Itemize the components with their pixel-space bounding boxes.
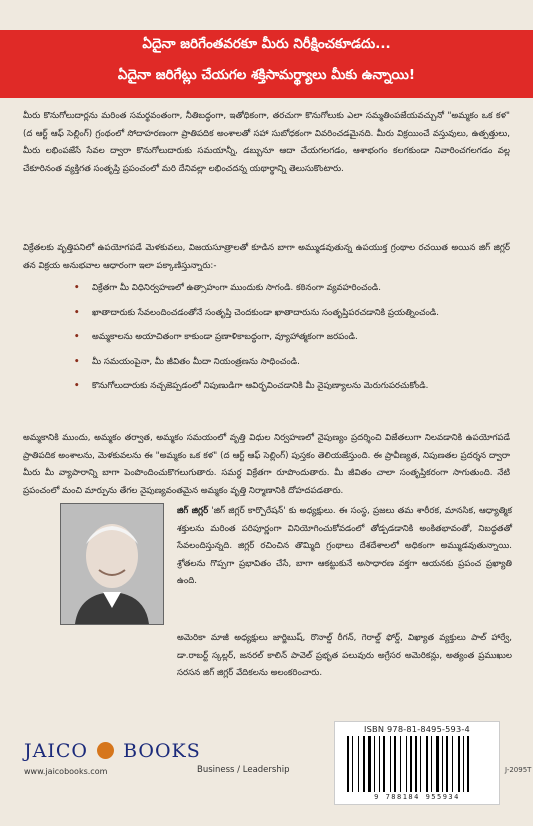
barcode-bar [379,736,380,792]
barcode-bar [415,736,417,792]
barcode-bar [363,736,365,792]
tip-item: • ఖాతాదారుకు సేవలందించడంతోనే సంతృప్తి చెందకుండా ఖాతాదారును సంతృప్తిపరచడానికి ప్రయత్నించండి. [92,305,512,323]
author-bio [177,503,512,591]
publisher-url: www.jaicobooks.com [24,767,108,776]
author-bio-text: 'జిగ్ జిగ్లర్ కార్పొరేషన్' కు అధ్యక్షులు. ఈ సంస్థ, ప్రజలు తమ శారీరక, మానసిక, ఆధ్యాత్మిక శక్తులను మరింత పరిపూర్ణంగా వినియోగించుకోవడంలో తోడ్పడడానికి అంకితభావంతో, నిబద్ధతతో సేవలందిస్తున్నది. జిగ్లర్ రచించిన తొమ్మిది గ్రంథాలు దేశదేశాలలో అధికంగా అమ్ముడవుతున్నాయి. శ్రోతలను గొప్పగా ప్రభావితం చేసే, బాగా ఆకట్టుకునే అసాధారణ వక్తగా ఆయనకు ప్రపంచ ప్రఖ్యాతి ఉంది. [177,506,512,586]
barcode-bar [394,736,396,792]
barcode-bar [374,736,375,792]
barcode-bar [406,736,407,792]
publisher-logo [24,740,201,762]
barcode-bar [352,736,353,792]
isbn-label: ISBN 978-81-8495-593-4 [364,724,470,734]
barcode-bar [420,736,421,792]
barcode-bar [390,736,391,792]
barcode-bar [368,736,371,792]
product-code: J-2095T [505,766,532,774]
barcode-bar [426,736,428,792]
barcode-box [334,721,500,805]
tips-list [92,280,512,403]
lead-paragraph: విక్రేతలకు వృత్తిపనిలో ఉపయోగపడే మెళకువలు, విజయసూత్రాలతో కూడిన బాగా అమ్ముడవుతున్న ఉపయుక్త గ్రంథాల రచయిత అయిన జిగ్ జిగ్లర్ తన విక్రయ అనుభవాల ఆధారంగా ఇలా పక్కాణిస్తున్నారు:- [23,243,510,271]
barcode-bar [347,736,349,792]
barcode-bar [431,736,432,792]
barcode-bar [458,736,460,792]
barcode-bar [452,736,453,792]
barcode-bar [463,736,464,792]
barcode-bar [410,736,412,792]
category-label: Business / Leadership [197,765,290,775]
tip-item: • విక్రేతగా మీ విధినిర్వహణలో ఉత్సాహంగా ముందుకు సాగండి. కఠినంగా వ్యవహరించండి. [92,280,512,298]
publisher-logo-icon [97,742,114,759]
headline-banner [0,30,533,98]
barcode-bar [442,736,443,792]
barcode-bar [436,736,439,792]
barcode-bar [383,736,385,792]
endorsement-paragraph: అమెరికా మాజీ అధ్యక్షులు జార్జిబుష్, రొనాల్డ్ రీగన్, గెరాల్డ్ ఫోర్డ్, విఖ్యాత వ్యక్తులు పాల్ హార్వే, డా.రాబర్ట్ స్కల్లర్, జనరల్ కాలిన్ పావెల్ ప్రభృత పలువురు అగ్రేసర అమెరికన్లు, అత్యంత ప్రముఖుల సరసన జిగ్ జిగ్లర్ వేదికలను అలంకరించారు. [177,633,512,678]
body-paragraph: అమ్మకానికి ముందు, అమ్మకం తర్వాత, అమ్మకం సమయంలో వృత్తి విధుల నిర్వహణలో నైపుణ్యం ప్రదర్శించి విజేతలుగా నిలవడానికి ఉపయోగపడే ప్రాతిపదిక అంశాలను, మెళకువలను ఈ "అమ్మకం ఒక కళ" (ద ఆర్ట్ ఆఫ్ సెల్లింగ్) పుస్తకం తెలియజేస్తుంది. ఈ ప్రావీణ్యత, నిపుణతల ప్రదర్శన ద్వారా మీరు మీ వ్యాపారాన్ని బాగా పెంపొందించుకొగలుగుతారు. సమర్థ విక్రేతగా రూపొందుతారు. మీ జీవితం చాలా సంతృప్తికరంగా సాగుతుంది. నేటి ప్రపంచంలో మంచి మార్పును తేగల నైపుణ్యవంతమైన అమ్మకం వృత్తి నిర్మాణానికి దోహదపడతారు. [23,433,510,496]
publisher-name-left: JAICO [24,740,88,762]
barcode-bar [358,736,359,792]
tip-item: • అమ్మకాలను అయాచితంగా కాకుండా ప్రణాళికాబద్ధంగా, వ్యూహాత్మకంగా జరపండి. [92,329,512,347]
barcode-digits: 9 788184 955934 [374,793,460,801]
barcode-icon [335,722,499,804]
headline-line-2: ఏదైనా జరిగేట్లు చేయగల శక్తిసామర్థ్యాలు మీకు ఉన్నాయి! [117,67,416,83]
tip-item: • మీ సమయంపైనా, మీ జీవితం మీదా నియంత్రణను సాధించండి. [92,354,512,372]
barcode-bar [467,736,469,792]
author-portrait-icon [61,504,163,624]
author-name: జిగ్ జిగ్లర్ [177,506,209,516]
publisher-name-right: BOOKS [123,740,201,762]
headline-line-1: ఏదైనా జరిగేంతవరకూ మీరు నిరీక్షించకూడదు... [142,36,391,52]
barcode-bar [446,736,448,792]
tip-item: • కొనుగోలుదారుకు నచ్చజెప్పడంలో నిపుణుడిగా ఆవిర్భవించడానికి మీ నైపుణ్యాలను మెరుగుపరచుకోండి. [92,378,512,396]
author-photo [60,503,164,625]
barcode-bar [400,736,401,792]
intro-paragraph: మీరు కొనుగోలుదార్లను మరింత సమర్థవంతంగా, నీతిబద్ధంగా, ఇతోధికంగా, తరచుగా కొనుగోలుకు ఎలా సమ్మతింపజేయవచ్చునో "అమ్మకం ఒక కళ" (ద ఆర్ట్ ఆఫ్ సెల్లింగ్) గ్రంథంలో సోదాహరణంగా ప్రాతిపదిక అంశాలతో సహా సుబోధకంగా వివరించడమైనది. మీరు విక్రయించే వస్తువులు, ఉత్పత్తులు, మీరు లభింపజేసే సేవల ద్వారా కొనుగోలుదారుకు సమయాన్నీ, డబ్బునూ ఆదా చేయగలగడం, ఆశాభంగం కలగకుండా నివారించగలగడం వల్ల చేకూరినంత వ్యక్తిగత సంతృప్తి ప్రపంచంలో మరి దేనివల్లా లభించదన్న యథార్థాన్ని తెలుసుకొంటారు. [23,111,510,174]
